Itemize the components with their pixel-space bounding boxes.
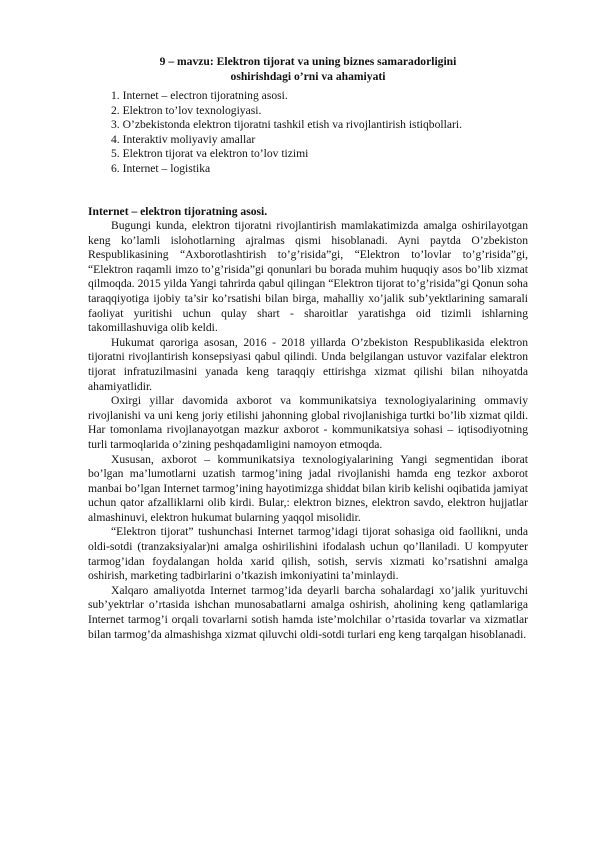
- paragraph: Hukumat qaroriga asosan, 2016 - 2018 yillarda O’zbekiston Respublikasida elektron tijoratni rivojlantirish konsepsiyasi qabul qilindi. Unda belgilangan ustuvor vazifalar elektron tijorat infratuzilmasini yanada keng taraqqiy ettirishga xizmat qilishi bilan nihoyatda ahamiyatlidir.: [88, 335, 528, 393]
- outline-item: 6. Internet – logistika: [111, 161, 211, 175]
- body-text: [88, 219, 528, 642]
- outline-item: 1. Internet – electron tijoratning asosi.: [111, 89, 288, 102]
- outline-item: 2. Elektron to’lov texnologiyasi.: [111, 103, 262, 117]
- topic-outline-list: [111, 89, 541, 177]
- paragraph: “Elektron tijorat” tushunchasi Internet tarmog’idagi tijorat sohasiga oid faollikni, unda oldi-sotdi (tranzaksiyalar)ni amalga oshirilishini ifodalash uchun qo’llaniladi. U kompyuter tarmog’idan foydalangan holda xarid qilish, sotish, servis xizmati ko’rsatishni amalga oshirish, marketing tadbirlarini o’tkazish imkoniyatini ta’minlaydi.: [88, 525, 528, 583]
- paragraph: Bugungi kunda, elektron tijoratni rivojlantirish mamlakatimizda amalga oshirilayotgan keng ko’lamli islohotlarning ajralmas qismi hisoblanadi. Ayni paytda O’zbekiston Respublikasining “Axborotlashtirish to’g’risida”gi, “Elektron to’lovlar to’g’risida”gi, “Elektron raqamli imzo to’g’risida”gi qonunlari bu borada muhim huquqiy asos bo’lib xizmat qilmoqda. 2015 yilda Yangi tahrirda qabul qilingan “Elektron tijorat to’g’risida”gi Qonun soha taraqqiyotiga ijobiy ta’sir ko’rsatishi bilan birga, mahalliy xo’jalik sub’yektlarining samarali faoliyat yuritishi uchun qulay shart - sharoitlar yaratishga oid tizimli ishlarning takomillashuviga olib keldi.: [88, 219, 528, 335]
- paragraph: Xalqaro amaliyotda Internet tarmog’ida deyarli barcha sohalardagi xo’jalik yurituvchi sub’yektrlar o’rtasida ishchan munosabatlarni amalga oshirish, aholining keng qatlamlariga Internet tarmog’i orqali tovarlarni sotish hamda iste’molchilar o’rtasida tovarlar va xizmatlar bilan tarmog’da almashishga xizmat qiluvchi oldi-sotdi turlari eng keng tarqalgan hisoblanadi.: [88, 583, 528, 641]
- document-title: [88, 55, 528, 84]
- outline-item: 4. Interaktiv moliyaviy amallar: [111, 132, 256, 146]
- title-line-2: oshirishdagi o’rni va ahamiyati: [230, 69, 386, 83]
- paragraph: Oxirgi yillar davomida axborot va kommunikatsiya texnologiyalarining ommaviy rivojlanishi va uni keng joriy etilishi jahonning global rivojlanishiga turtki bo’lib xizmat qildi. Har tomonlama rivojlanayotgan mazkur axborot - kommunikatsiya sohasi – iqtisodiyotning turli tarmoqlarida o’zining peshqadamligini namoyon etmoqda.: [88, 394, 528, 451]
- section-heading: Internet – elektron tijoratning asosi.: [88, 205, 268, 218]
- outline-item: 5. Elektron tijorat va elektron to’lov tizimi: [111, 147, 309, 161]
- title-line-1: 9 – mavzu: Elektron tijorat va uning biznes samaradorligini: [159, 55, 457, 68]
- paragraph: Xususan, axborot – kommunikatsiya texnologiyalarining Yangi segmentidan iborat bo’lgan ma’lumotlarni uzatish tarmog’ining jadal rivojlanishi hamda eng tezkor axborot manbai bo’lgan Internet tarmog’ining hayotimizga shiddat bilan kirib kelishi oqibatida jamiyat uchun qator afzalliklarni olib kirdi. Bular,: elektron biznes, elektron savdo, elektron hujjatlar almashinuvi, elektron hukumat bularning yaqqol misolidir.: [88, 452, 528, 524]
- outline-item: 3. O’zbekistonda elektron tijoratni tashkil etish va rivojlantirish istiqbollari.: [111, 118, 462, 132]
